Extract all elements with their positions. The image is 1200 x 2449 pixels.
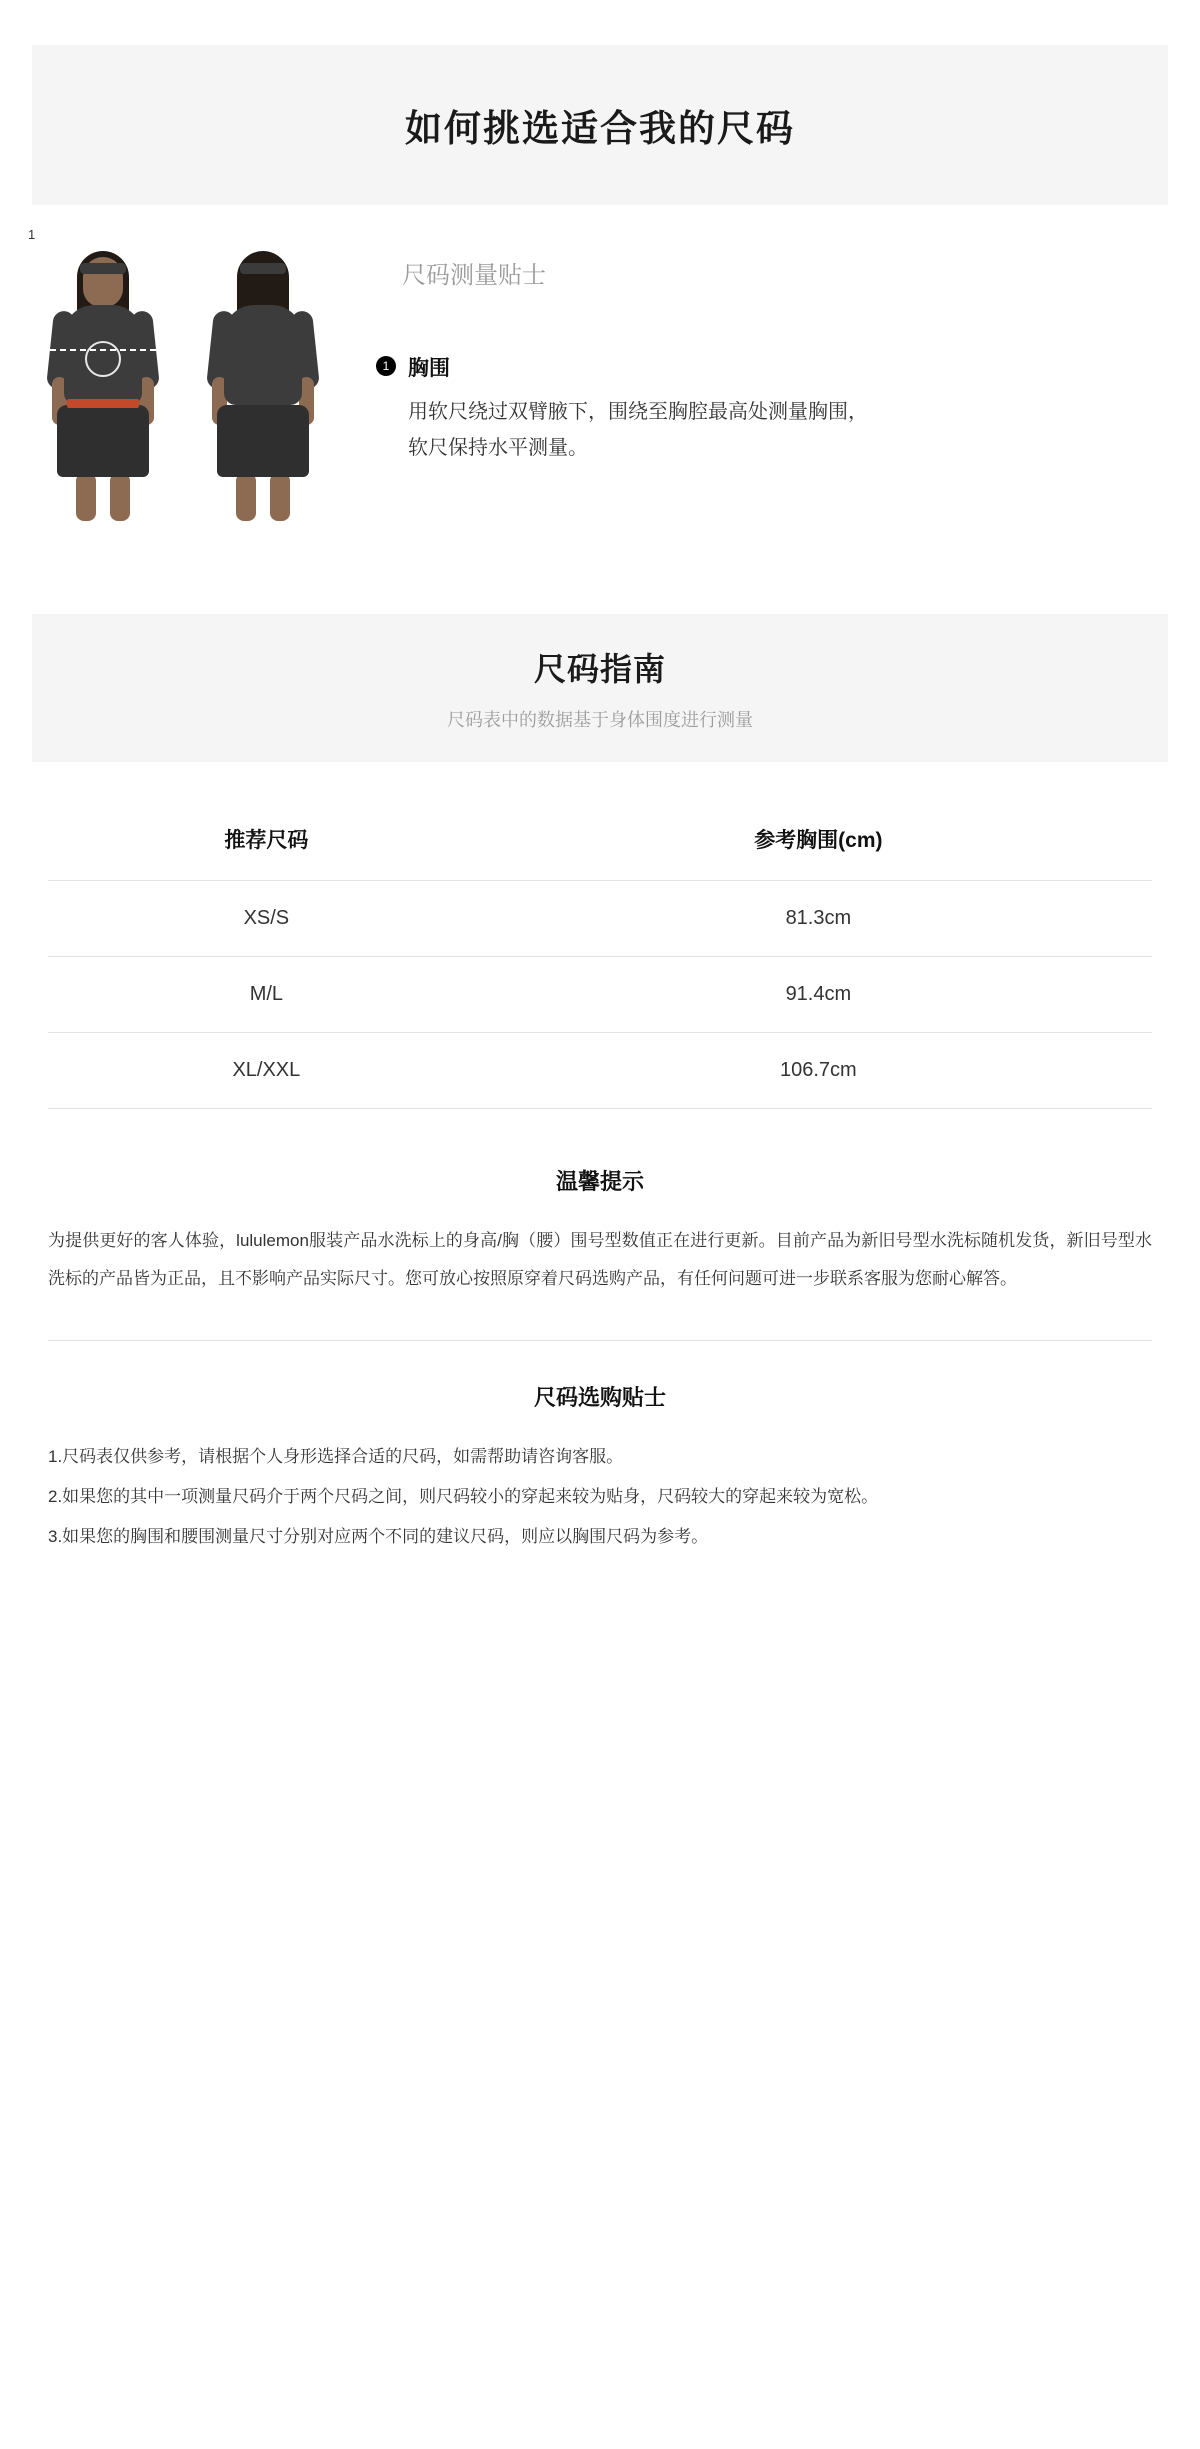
shopping-tips-list <box>48 1438 1152 1556</box>
model-shorts <box>57 405 149 477</box>
cell-size: M/L <box>48 957 485 1033</box>
model-back-image <box>192 249 334 524</box>
size-guide-page <box>0 45 1200 2449</box>
notes-section <box>0 1109 1200 1556</box>
list-item: 1.尺码表仅供参考，请根据个人身形选择合适的尺码，如需帮助请咨询客服。 <box>48 1447 624 1466</box>
list-item: 2.如果您的其中一项测量尺码介于两个尺码之间，则尺码较小的穿起来较为贴身，尺码较大的穿起来较为宽松。 <box>48 1487 879 1506</box>
figure-index-label: 1 <box>28 227 36 242</box>
tip-number-badge: 1 <box>376 356 396 376</box>
size-guide-subtitle: 尺码表中的数据基于身体围度进行测量 <box>447 710 753 730</box>
model-headband-back <box>240 263 286 274</box>
table-header-row <box>48 814 1152 881</box>
measurement-section <box>0 205 1200 524</box>
measurement-tips <box>352 227 1168 524</box>
model-leg-left <box>76 473 96 521</box>
shopping-tips-title: 尺码选购贴士 <box>533 1385 666 1410</box>
model-leg-right <box>110 473 130 521</box>
cell-bust: 106.7cm <box>485 1033 1152 1109</box>
model-leg-right-back <box>270 473 290 521</box>
model-belt <box>67 399 139 408</box>
column-header-size: 推荐尺码 <box>224 829 309 852</box>
model-leg-left-back <box>236 473 256 521</box>
model-figures <box>28 227 352 524</box>
measurement-tips-title: 尺码测量贴士 <box>402 262 546 289</box>
measurement-tip-item <box>376 352 1168 466</box>
warm-tips-body: 为提供更好的客人体验，lululemon服装产品水洗标上的身高/胸（腰）围号型数值正在进行更新。目前产品为新旧号型水洗标随机发货，新旧号型水洗标的产品皆为正品，且不影响产品实际尺寸。您可放心按照原穿着尺码选购产品，有任何问题可进一步联系客服为您耐心解答。 <box>48 1231 1152 1288</box>
size-table <box>48 814 1152 1109</box>
cell-size: XS/S <box>48 881 485 957</box>
model-headband <box>80 263 126 274</box>
tip-name: 胸围 <box>408 357 450 380</box>
list-item: 3.如果您的胸围和腰围测量尺寸分别对应两个不同的建议尺码，则应以胸围尺码为参考。 <box>48 1527 709 1546</box>
model-top-back <box>224 305 302 405</box>
model-front-image <box>32 249 174 524</box>
page-title: 如何挑选适合我的尺码 <box>405 108 795 149</box>
size-guide-banner <box>32 614 1168 762</box>
header-banner <box>32 45 1168 205</box>
warm-tips-title: 温馨提示 <box>555 1169 644 1194</box>
tip-description: 用软尺绕过双臂腋下，围绕至胸腔最高处测量胸围，软尺保持水平测量。 <box>408 401 868 459</box>
table-row <box>48 1033 1152 1109</box>
column-header-bust: 参考胸围(cm) <box>754 829 883 852</box>
cell-size: XL/XXL <box>48 1033 485 1109</box>
cell-bust: 81.3cm <box>485 881 1152 957</box>
size-guide-title: 尺码指南 <box>533 651 666 687</box>
table-row <box>48 957 1152 1033</box>
bust-measure-line <box>40 349 166 351</box>
notes-divider <box>48 1340 1152 1341</box>
model-shorts-back <box>217 405 309 477</box>
model-logo <box>85 341 121 377</box>
table-row <box>48 881 1152 957</box>
cell-bust: 91.4cm <box>485 957 1152 1033</box>
